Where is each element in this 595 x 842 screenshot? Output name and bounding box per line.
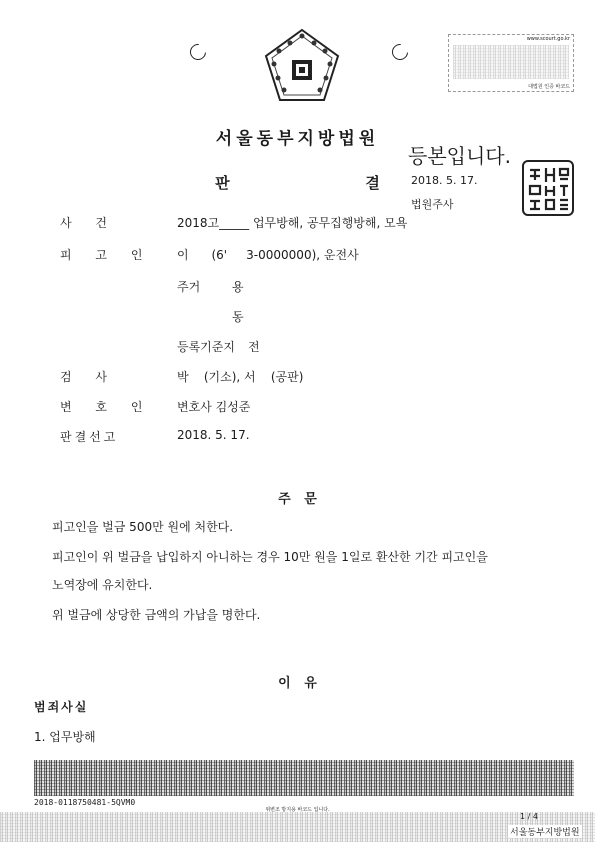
copy-officer: 법원주사 [411,198,454,211]
footer-court-name: 서울동부지방법원 [508,825,582,838]
case-value: 2018고_____ 업무방해, 공무집행방해, 모욕 [177,216,408,230]
crime-facts-heading: 범죄사실 [34,700,89,714]
punch-hole-right [389,41,412,64]
order-heading: 주 문 [278,492,317,507]
counsel-value: 변호사 김성준 [177,400,251,414]
document-number: 2018-0118750481-5QVM0 [34,798,136,807]
court-url: www.scourt.go.kr [526,36,570,42]
counsel-label: 변 호 인 [60,400,153,414]
anti-forgery-pattern [34,760,574,796]
order-line-2: 피고인이 위 벌금을 납입하지 아니하는 경우 10만 원을 1일로 환산한 기간 피고인을 [52,550,488,564]
registry-value: 전 [248,340,260,354]
crime-item-1: 1. 업무방해 [34,730,96,744]
order-line-4: 위 벌금에 상당한 금액의 가납을 명한다. [52,608,261,622]
punch-hole-left [187,41,210,64]
address-value-line2: 동 [232,310,244,324]
prosecutor-value: 박 (기소), 서 (공판) [177,370,304,384]
defendant-label: 피 고 인 [60,248,153,262]
address-label: 주거 [177,280,201,294]
verification-barcode-box [448,34,574,92]
barcode-note: 대법원 인증 바코드 [528,84,570,90]
order-line-3: 노역장에 유치한다. [52,578,153,592]
barcode-footer-note: 위변조 방지용 바코드 입니다. [265,807,330,813]
verdict-date-label: 판결선고 [60,430,119,444]
reason-heading: 이 유 [278,676,317,691]
court-name-header: 서울동부지방법원 [215,129,380,149]
registry-label: 등록기준지 [177,340,235,354]
barcode-pattern [453,45,569,79]
prosecutor-label: 검 사 [60,370,117,384]
case-label: 사 건 [60,216,117,230]
defendant-value: 이 (6' 3-0000000), 운전사 [177,248,359,262]
footer-noise [0,812,595,842]
page-number: 1 / 4 [520,812,538,821]
document-title: 판 결 [215,174,380,192]
address-value: 용 [232,280,244,294]
copy-date: 2018. 5. 17. [411,174,478,187]
verdict-date-value: 2018. 5. 17. [177,428,250,442]
court-emblem-icon [262,26,342,106]
certified-copy-stamp: 등본입니다. [408,144,511,168]
order-line-1: 피고인을 벌금 500만 원에 처한다. [52,520,234,534]
